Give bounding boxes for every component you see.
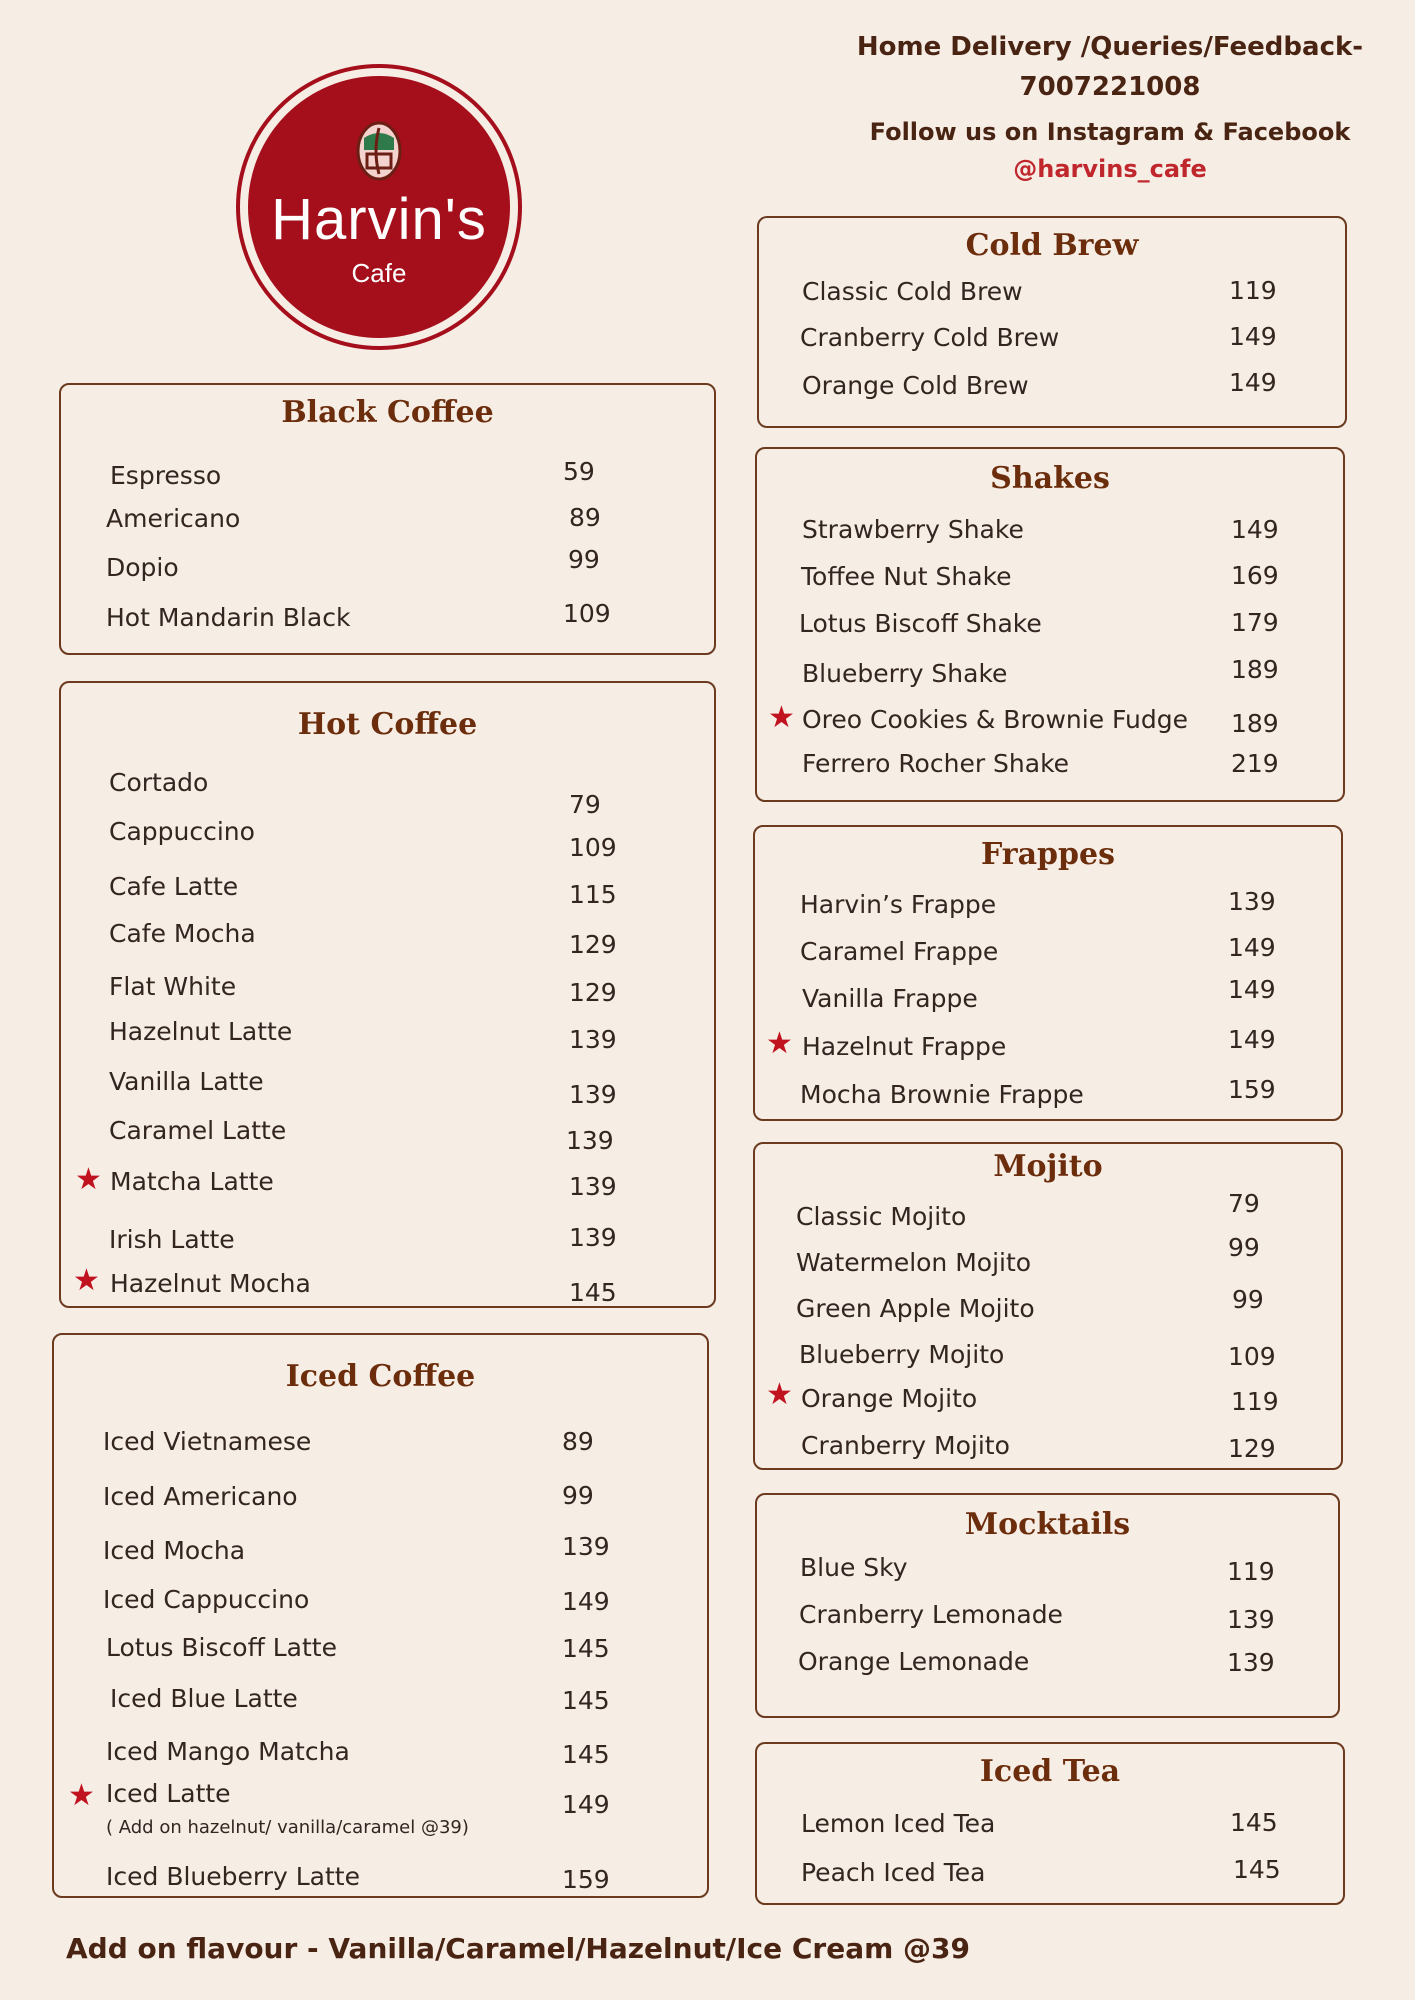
section-title: Mojito (993, 1149, 1103, 1184)
menu-item: Espresso (110, 461, 222, 490)
menu-item: Green Apple Mojito (796, 1294, 1035, 1323)
menu-price: 189 (1231, 709, 1279, 738)
menu-price: 129 (1228, 1434, 1276, 1463)
menu-price: 149 (1228, 975, 1276, 1004)
menu-item: Cortado (109, 768, 209, 797)
menu-price: 99 (568, 545, 600, 574)
menu-price: 219 (1231, 749, 1279, 778)
menu-item: Iced Vietnamese (103, 1427, 312, 1456)
menu-price: 179 (1231, 608, 1279, 637)
menu-price: 99 (1232, 1285, 1264, 1314)
menu-item: Watermelon Mojito (796, 1248, 1032, 1277)
star-icon: ★ (768, 700, 795, 735)
logo-subtitle: Cafe (351, 258, 407, 288)
menu-item: Cranberry Cold Brew (800, 323, 1060, 352)
menu-price: 145 (562, 1686, 610, 1715)
logo-badge (248, 76, 510, 338)
menu-item: Americano (106, 504, 241, 533)
menu-price: 99 (1228, 1233, 1260, 1262)
menu-price: 139 (1228, 887, 1276, 916)
section-title: Cold Brew (965, 228, 1139, 263)
menu-price: 99 (562, 1481, 594, 1510)
shakes-section (755, 447, 1345, 802)
section-title: Hot Coffee (297, 707, 478, 742)
menu-item: Orange Cold Brew (802, 371, 1029, 400)
menu-item: Hazelnut Mocha (110, 1269, 311, 1298)
cold-brew-section (757, 216, 1347, 428)
menu-item: Iced Cappuccino (103, 1585, 310, 1614)
menu-item: Strawberry Shake (802, 515, 1024, 544)
menu-price: 139 (1227, 1605, 1275, 1634)
cafe-logo (236, 64, 522, 350)
menu-price: 129 (569, 930, 617, 959)
menu-price: 145 (1230, 1808, 1278, 1837)
menu-item: Blueberry Shake (802, 659, 1008, 688)
menu-price: 79 (1228, 1189, 1260, 1218)
menu-item: Cafe Mocha (109, 919, 256, 948)
mocktails-section (755, 1493, 1340, 1718)
menu-price: 149 (1228, 933, 1276, 962)
menu-price: 139 (569, 1080, 617, 1109)
star-icon: ★ (73, 1263, 100, 1298)
section-title: Iced Coffee (285, 1359, 476, 1394)
menu-item: Flat White (109, 972, 237, 1001)
menu-item: Ferrero Rocher Shake (802, 749, 1070, 778)
social-follow-text: Follow us on Instagram & Facebook (869, 118, 1351, 146)
menu-price: 149 (562, 1587, 610, 1616)
menu-item: Lemon Iced Tea (801, 1809, 996, 1838)
menu-item: Caramel Frappe (800, 937, 999, 966)
star-icon: ★ (766, 1377, 793, 1412)
menu-price: 109 (563, 599, 611, 628)
menu-price: 129 (569, 978, 617, 1007)
add-on-note: ( Add on hazelnut/ vanilla/caramel @39) (106, 1817, 469, 1838)
menu-price: 139 (569, 1025, 617, 1054)
menu-price: 139 (1227, 1648, 1275, 1677)
menu-item: Matcha Latte (110, 1167, 274, 1196)
menu-price: 119 (1231, 1387, 1279, 1416)
menu-price: 159 (562, 1865, 610, 1894)
menu-item: Irish Latte (109, 1225, 235, 1254)
menu-item: Caramel Latte (109, 1116, 287, 1145)
menu-price: 139 (569, 1172, 617, 1201)
menu-item: Hot Mandarin Black (106, 603, 351, 632)
black-coffee-section (59, 383, 716, 655)
menu-price: 149 (1228, 1025, 1276, 1054)
menu-price: 139 (569, 1223, 617, 1252)
menu-item: Iced Blueberry Latte (106, 1862, 360, 1891)
star-icon: ★ (766, 1026, 793, 1061)
menu-item: Cafe Latte (109, 872, 239, 901)
menu-price: 149 (1229, 322, 1277, 351)
menu-price: 59 (563, 457, 595, 486)
menu-price: 89 (562, 1427, 594, 1456)
menu-item: Iced Americano (103, 1482, 298, 1511)
menu-price: 115 (569, 880, 617, 909)
menu-price: 119 (1227, 1557, 1275, 1586)
coffee-bean-emblem-icon (355, 120, 403, 182)
menu-item: Hazelnut Latte (109, 1017, 293, 1046)
star-icon: ★ (68, 1778, 95, 1813)
menu-item: Iced Blue Latte (110, 1684, 298, 1713)
phone-number[interactable]: 7007221008 (1019, 72, 1201, 102)
menu-item: Peach Iced Tea (801, 1858, 986, 1887)
menu-item: Cranberry Mojito (801, 1431, 1010, 1460)
menu-price: 145 (562, 1634, 610, 1663)
menu-item: Cappuccino (109, 817, 255, 846)
menu-price: 139 (566, 1126, 614, 1155)
menu-price: 109 (569, 833, 617, 862)
menu-price: 119 (1229, 276, 1277, 305)
menu-item: Vanilla Frappe (802, 984, 978, 1013)
menu-item: Iced Mango Matcha (106, 1737, 350, 1766)
menu-price: 89 (569, 503, 601, 532)
delivery-info: Home Delivery /Queries/Feedback- (856, 32, 1364, 62)
menu-item: Lotus Biscoff Shake (799, 609, 1042, 638)
menu-price: 145 (569, 1278, 617, 1307)
menu-item: Orange Mojito (801, 1384, 978, 1413)
mojito-section (753, 1142, 1343, 1470)
menu-price: 159 (1228, 1075, 1276, 1104)
menu-item: Iced Latte (106, 1779, 231, 1808)
menu-price: 189 (1231, 655, 1279, 684)
menu-item: Iced Mocha (103, 1536, 246, 1565)
section-title: Black Coffee (281, 395, 494, 430)
section-title: Iced Tea (979, 1754, 1121, 1789)
section-title: Frappes (981, 837, 1115, 872)
social-handle-link[interactable]: @harvins_cafe (1013, 155, 1207, 183)
menu-price: 79 (569, 790, 601, 819)
section-title: Shakes (990, 461, 1110, 496)
menu-item: Lotus Biscoff Latte (106, 1633, 337, 1662)
menu-item: Classic Cold Brew (802, 277, 1023, 306)
menu-item: Blueberry Mojito (799, 1340, 1005, 1369)
menu-item: Dopio (106, 553, 179, 582)
add-on-flavour-footer: Add on flavour - Vanilla/Caramel/Hazelnut/Ice Cream @39 (66, 1932, 971, 1965)
menu-item: Cranberry Lemonade (799, 1600, 1063, 1629)
menu-price: 149 (1229, 368, 1277, 397)
menu-item: Harvin’s Frappe (800, 890, 997, 919)
menu-item: Vanilla Latte (109, 1067, 264, 1096)
menu-item: Mocha Brownie Frappe (800, 1080, 1084, 1109)
menu-price: 139 (562, 1532, 610, 1561)
menu-price: 145 (562, 1740, 610, 1769)
iced-tea-section (755, 1742, 1345, 1905)
menu-item: Hazelnut Frappe (802, 1032, 1007, 1061)
menu-price: 149 (562, 1790, 610, 1819)
menu-price: 169 (1231, 561, 1279, 590)
iced-coffee-section (52, 1333, 709, 1898)
star-icon: ★ (75, 1162, 102, 1197)
menu-item: Toffee Nut Shake (801, 562, 1012, 591)
menu-item: Classic Mojito (796, 1202, 967, 1231)
menu-item: Orange Lemonade (798, 1647, 1030, 1676)
logo-name: Harvin's (271, 187, 487, 252)
section-title: Mocktails (964, 1507, 1131, 1542)
hot-coffee-section (59, 681, 716, 1308)
menu-price: 109 (1228, 1342, 1276, 1371)
menu-item: Blue Sky (800, 1553, 908, 1582)
menu-price: 145 (1233, 1855, 1281, 1884)
menu-price: 149 (1231, 515, 1279, 544)
frappes-section (753, 825, 1343, 1121)
menu-item: Oreo Cookies & Brownie Fudge (802, 705, 1189, 734)
